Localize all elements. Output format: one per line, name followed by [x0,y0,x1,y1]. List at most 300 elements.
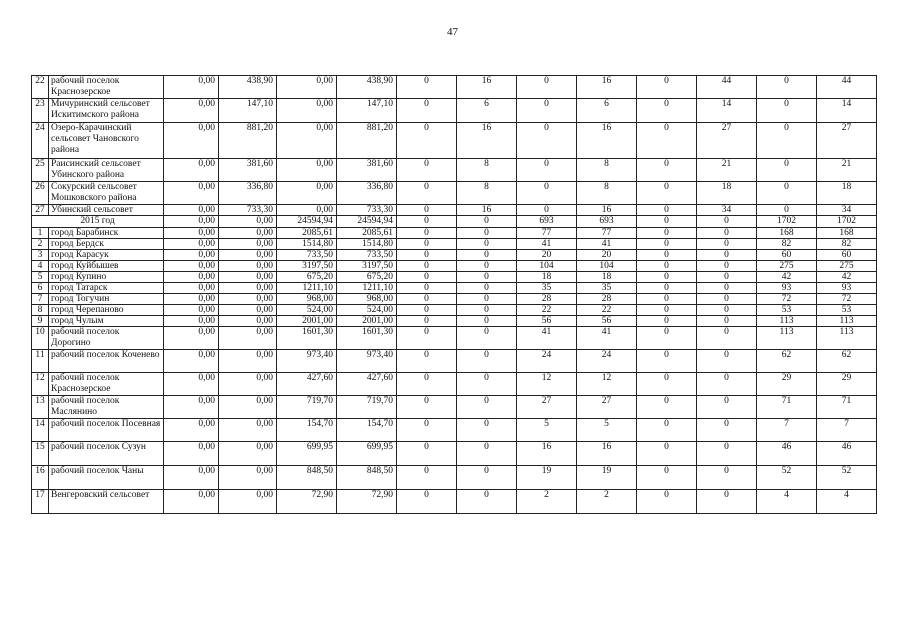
value-cell: 12 [517,373,577,396]
value-cell: 733,50 [277,250,337,261]
table-body [32,76,877,514]
value-cell: 29 [817,373,877,396]
table-row [32,123,877,159]
value-cell: 154,70 [277,419,337,442]
value-cell: 24594,94 [277,216,337,228]
value-cell: 16 [577,123,637,159]
value-cell: 0,00 [164,490,219,514]
value-cell: 0 [517,76,577,99]
value-cell: 0,00 [164,182,219,205]
value-cell: 0 [457,327,517,350]
value-cell: 46 [757,442,817,466]
table-row [32,159,877,182]
value-cell: 0,00 [219,327,277,350]
value-cell: 0,00 [164,419,219,442]
value-cell: 0,00 [164,327,219,350]
table-row [32,327,877,350]
value-cell: 0 [457,316,517,327]
value-cell: 0 [517,123,577,159]
value-cell: 22 [577,305,637,316]
value-cell: 0 [697,261,757,272]
value-cell: 2001,00 [337,316,397,327]
value-cell: 968,00 [277,294,337,305]
value-cell: 0,00 [219,396,277,419]
value-cell: 22 [517,305,577,316]
row-number: 12 [32,373,49,396]
row-number: 23 [32,99,49,123]
value-cell: 0 [457,216,517,228]
municipality-name: рабочий поселок Дорогино [49,327,164,350]
value-cell: 44 [817,76,877,99]
value-cell: 0 [697,316,757,327]
value-cell: 0,00 [164,350,219,373]
value-cell: 24 [577,350,637,373]
value-cell: 113 [757,316,817,327]
value-cell: 0,00 [277,182,337,205]
value-cell: 62 [817,350,877,373]
value-cell: 56 [517,316,577,327]
value-cell: 41 [517,239,577,250]
value-cell: 104 [517,261,577,272]
value-cell: 0,00 [164,396,219,419]
value-cell: 28 [517,294,577,305]
value-cell: 18 [577,272,637,283]
value-cell: 16 [457,76,517,99]
value-cell: 0 [697,350,757,373]
value-cell: 7 [817,419,877,442]
value-cell: 0 [457,466,517,490]
value-cell: 0,00 [164,373,219,396]
value-cell: 4 [757,490,817,514]
value-cell: 0,00 [219,294,277,305]
value-cell: 0 [757,205,817,216]
row-number: 11 [32,350,49,373]
value-cell: 60 [757,250,817,261]
value-cell: 0 [757,76,817,99]
value-cell: 0 [457,261,517,272]
value-cell: 0 [457,294,517,305]
value-cell: 0 [697,294,757,305]
value-cell: 0 [637,283,697,294]
value-cell: 0 [637,239,697,250]
value-cell: 0 [517,182,577,205]
row-number: 1 [32,228,49,239]
value-cell: 0,00 [164,442,219,466]
value-cell: 3197,50 [337,261,397,272]
row-number: 5 [32,272,49,283]
value-cell: 0,00 [164,305,219,316]
value-cell: 2085,61 [337,228,397,239]
value-cell: 0 [637,272,697,283]
value-cell: 733,30 [337,205,397,216]
value-cell: 82 [817,239,877,250]
table-row [32,442,877,466]
table-row [32,76,877,99]
value-cell: 14 [817,99,877,123]
value-cell: 34 [817,205,877,216]
value-cell: 71 [817,396,877,419]
table-row [32,419,877,442]
value-cell: 0,00 [164,261,219,272]
value-cell: 27 [517,396,577,419]
value-cell: 0,00 [219,442,277,466]
value-cell: 675,20 [277,272,337,283]
value-cell: 0 [697,466,757,490]
table-row [32,182,877,205]
row-number: 13 [32,396,49,419]
value-cell: 0 [397,228,457,239]
value-cell: 0,00 [277,205,337,216]
value-cell: 0 [637,327,697,350]
value-cell: 35 [577,283,637,294]
value-cell: 0 [517,205,577,216]
value-cell: 16 [577,76,637,99]
value-cell: 0,00 [164,216,219,228]
value-cell: 0 [637,466,697,490]
value-cell: 438,90 [219,76,277,99]
value-cell: 113 [817,327,877,350]
value-cell: 0 [637,261,697,272]
value-cell: 93 [817,283,877,294]
value-cell: 719,70 [277,396,337,419]
value-cell: 733,50 [337,250,397,261]
value-cell: 29 [757,373,817,396]
value-cell: 0 [397,316,457,327]
value-cell: 2 [577,490,637,514]
value-cell: 0 [457,250,517,261]
table-row [32,228,877,239]
value-cell: 18 [817,182,877,205]
value-cell: 0,00 [164,466,219,490]
row-number: 22 [32,76,49,99]
value-cell: 113 [817,316,877,327]
municipality-name: рабочий поселок Посевная [49,419,164,442]
value-cell: 0 [397,250,457,261]
value-cell: 0 [637,159,697,182]
value-cell: 35 [517,283,577,294]
value-cell: 0 [397,239,457,250]
value-cell: 168 [817,228,877,239]
value-cell: 113 [757,327,817,350]
row-number: 6 [32,283,49,294]
table-row [32,396,877,419]
value-cell: 0 [397,396,457,419]
value-cell: 0,00 [164,228,219,239]
value-cell: 1702 [817,216,877,228]
value-cell: 0,00 [277,123,337,159]
table-row [32,316,877,327]
value-cell: 62 [757,350,817,373]
municipality-name: город Черепаново [49,305,164,316]
value-cell: 6 [457,99,517,123]
page-number: 47 [447,26,458,38]
value-cell: 0 [637,205,697,216]
value-cell: 0 [697,442,757,466]
value-cell: 27 [817,123,877,159]
value-cell: 0,00 [277,76,337,99]
value-cell: 19 [517,466,577,490]
value-cell: 0 [637,76,697,99]
value-cell: 0,00 [219,239,277,250]
value-cell: 0,00 [164,283,219,294]
value-cell: 53 [817,305,877,316]
value-cell: 8 [577,182,637,205]
value-cell: 72,90 [337,490,397,514]
value-cell: 0 [397,99,457,123]
table-row [32,99,877,123]
value-cell: 147,10 [337,99,397,123]
value-cell: 699,95 [337,442,397,466]
value-cell: 438,90 [337,76,397,99]
value-cell: 0 [397,216,457,228]
value-cell: 0 [397,490,457,514]
value-cell: 0 [397,123,457,159]
value-cell: 0 [397,305,457,316]
value-cell: 0,00 [164,316,219,327]
row-number: 10 [32,327,49,350]
municipality-name: город Тогучин [49,294,164,305]
value-cell: 0,00 [164,205,219,216]
value-cell: 0 [697,419,757,442]
value-cell: 77 [577,228,637,239]
value-cell: 1601,30 [277,327,337,350]
value-cell: 21 [817,159,877,182]
value-cell: 0,00 [164,123,219,159]
value-cell: 0,00 [277,159,337,182]
value-cell: 0 [397,373,457,396]
table-row [32,272,877,283]
year-summary-row [32,216,877,228]
value-cell: 2 [517,490,577,514]
value-cell: 0 [637,216,697,228]
value-cell: 19 [577,466,637,490]
table-row [32,294,877,305]
value-cell: 60 [817,250,877,261]
value-cell: 0 [757,182,817,205]
data-table [31,75,877,514]
value-cell: 41 [577,327,637,350]
value-cell: 0 [697,250,757,261]
value-cell: 52 [757,466,817,490]
value-cell: 524,00 [337,305,397,316]
value-cell: 693 [577,216,637,228]
value-cell: 0,00 [219,216,277,228]
row-number: 8 [32,305,49,316]
value-cell: 0 [457,239,517,250]
municipality-name: рабочий поселок Краснозерское [49,373,164,396]
value-cell: 0,00 [219,490,277,514]
value-cell: 77 [517,228,577,239]
value-cell: 41 [517,327,577,350]
value-cell: 0 [637,305,697,316]
value-cell: 0 [637,396,697,419]
value-cell: 427,60 [277,373,337,396]
municipality-name: город Карасук [49,250,164,261]
row-number: 4 [32,261,49,272]
value-cell: 0,00 [277,99,337,123]
value-cell: 0 [637,250,697,261]
value-cell: 3197,50 [277,261,337,272]
value-cell: 0,00 [219,466,277,490]
value-cell: 524,00 [277,305,337,316]
value-cell: 6 [577,99,637,123]
value-cell: 24 [517,350,577,373]
value-cell: 0,00 [164,294,219,305]
value-cell: 0 [757,99,817,123]
value-cell: 2001,00 [277,316,337,327]
table-row [32,466,877,490]
table-row [32,350,877,373]
value-cell: 0 [397,294,457,305]
value-cell: 4 [817,490,877,514]
value-cell: 0 [697,216,757,228]
value-cell: 381,60 [219,159,277,182]
value-cell: 381,60 [337,159,397,182]
value-cell: 0 [397,76,457,99]
value-cell: 44 [697,76,757,99]
value-cell: 881,20 [219,123,277,159]
value-cell: 16 [457,123,517,159]
value-cell: 275 [817,261,877,272]
row-number: 2 [32,239,49,250]
value-cell: 0 [637,182,697,205]
value-cell: 0 [697,272,757,283]
row-number: 14 [32,419,49,442]
value-cell: 21 [697,159,757,182]
value-cell: 0,00 [219,250,277,261]
table-row [32,283,877,294]
municipality-name: город Чулым [49,316,164,327]
municipality-name: город Куйбышев [49,261,164,272]
value-cell: 0,00 [219,350,277,373]
municipality-name: город Барабинск [49,228,164,239]
value-cell: 0,00 [219,373,277,396]
value-cell: 24594,94 [337,216,397,228]
value-cell: 0 [697,373,757,396]
value-cell: 1211,10 [277,283,337,294]
value-cell: 0,00 [219,305,277,316]
value-cell: 42 [817,272,877,283]
value-cell: 0 [517,99,577,123]
value-cell: 72,90 [277,490,337,514]
value-cell: 336,80 [219,182,277,205]
row-number: 17 [32,490,49,514]
value-cell: 8 [577,159,637,182]
value-cell: 8 [457,159,517,182]
value-cell: 16 [577,205,637,216]
municipality-name: Мичуринский сельсовет Искитимского района [49,99,164,123]
table-row [32,305,877,316]
value-cell: 0 [457,228,517,239]
value-cell: 0 [697,305,757,316]
value-cell: 34 [697,205,757,216]
value-cell: 93 [757,283,817,294]
value-cell: 53 [757,305,817,316]
value-cell: 0,00 [164,272,219,283]
value-cell: 16 [457,205,517,216]
value-cell: 0 [397,272,457,283]
value-cell: 0 [757,159,817,182]
value-cell: 0,00 [164,239,219,250]
value-cell: 0 [397,205,457,216]
value-cell: 0 [637,316,697,327]
row-number: 16 [32,466,49,490]
value-cell: 1211,10 [337,283,397,294]
value-cell: 1601,30 [337,327,397,350]
value-cell: 0 [637,419,697,442]
value-cell: 0 [397,466,457,490]
value-cell: 7 [757,419,817,442]
value-cell: 0 [457,272,517,283]
value-cell: 82 [757,239,817,250]
value-cell: 0 [397,159,457,182]
value-cell: 5 [517,419,577,442]
municipality-name: город Татарск [49,283,164,294]
value-cell: 0 [457,350,517,373]
value-cell: 104 [577,261,637,272]
row-number: 3 [32,250,49,261]
municipality-name: рабочий поселок Краснозерское [49,76,164,99]
municipality-name: Раисинский сельсовет Убинского района [49,159,164,182]
value-cell: 719,70 [337,396,397,419]
value-cell: 46 [817,442,877,466]
value-cell: 1702 [757,216,817,228]
value-cell: 0,00 [219,283,277,294]
value-cell: 968,00 [337,294,397,305]
value-cell: 0 [697,228,757,239]
value-cell: 0 [697,490,757,514]
value-cell: 168 [757,228,817,239]
value-cell: 275 [757,261,817,272]
value-cell: 881,20 [337,123,397,159]
municipality-name: Венгеровский сельсовет [49,490,164,514]
value-cell: 0 [637,490,697,514]
value-cell: 0,00 [164,99,219,123]
value-cell: 0 [397,283,457,294]
table-row [32,205,877,216]
value-cell: 0 [517,159,577,182]
value-cell: 0 [697,327,757,350]
value-cell: 973,40 [337,350,397,373]
municipality-name: рабочий поселок Сузун [49,442,164,466]
value-cell: 27 [697,123,757,159]
value-cell: 693 [517,216,577,228]
value-cell: 0 [697,396,757,419]
value-cell: 0 [457,442,517,466]
table-row [32,239,877,250]
value-cell: 56 [577,316,637,327]
table-row [32,373,877,396]
value-cell: 675,20 [337,272,397,283]
value-cell: 42 [757,272,817,283]
value-cell: 0 [697,239,757,250]
value-cell: 0 [397,350,457,373]
value-cell: 52 [817,466,877,490]
value-cell: 427,60 [337,373,397,396]
municipality-name: город Бердск [49,239,164,250]
value-cell: 72 [757,294,817,305]
value-cell: 71 [757,396,817,419]
value-cell: 27 [577,396,637,419]
municipality-name: город Купино [49,272,164,283]
municipality-name: рабочий поселок Чаны [49,466,164,490]
value-cell: 0 [637,350,697,373]
value-cell: 0 [457,305,517,316]
value-cell: 848,50 [337,466,397,490]
row-number: 24 [32,123,49,159]
value-cell: 0 [637,373,697,396]
value-cell: 0 [397,442,457,466]
